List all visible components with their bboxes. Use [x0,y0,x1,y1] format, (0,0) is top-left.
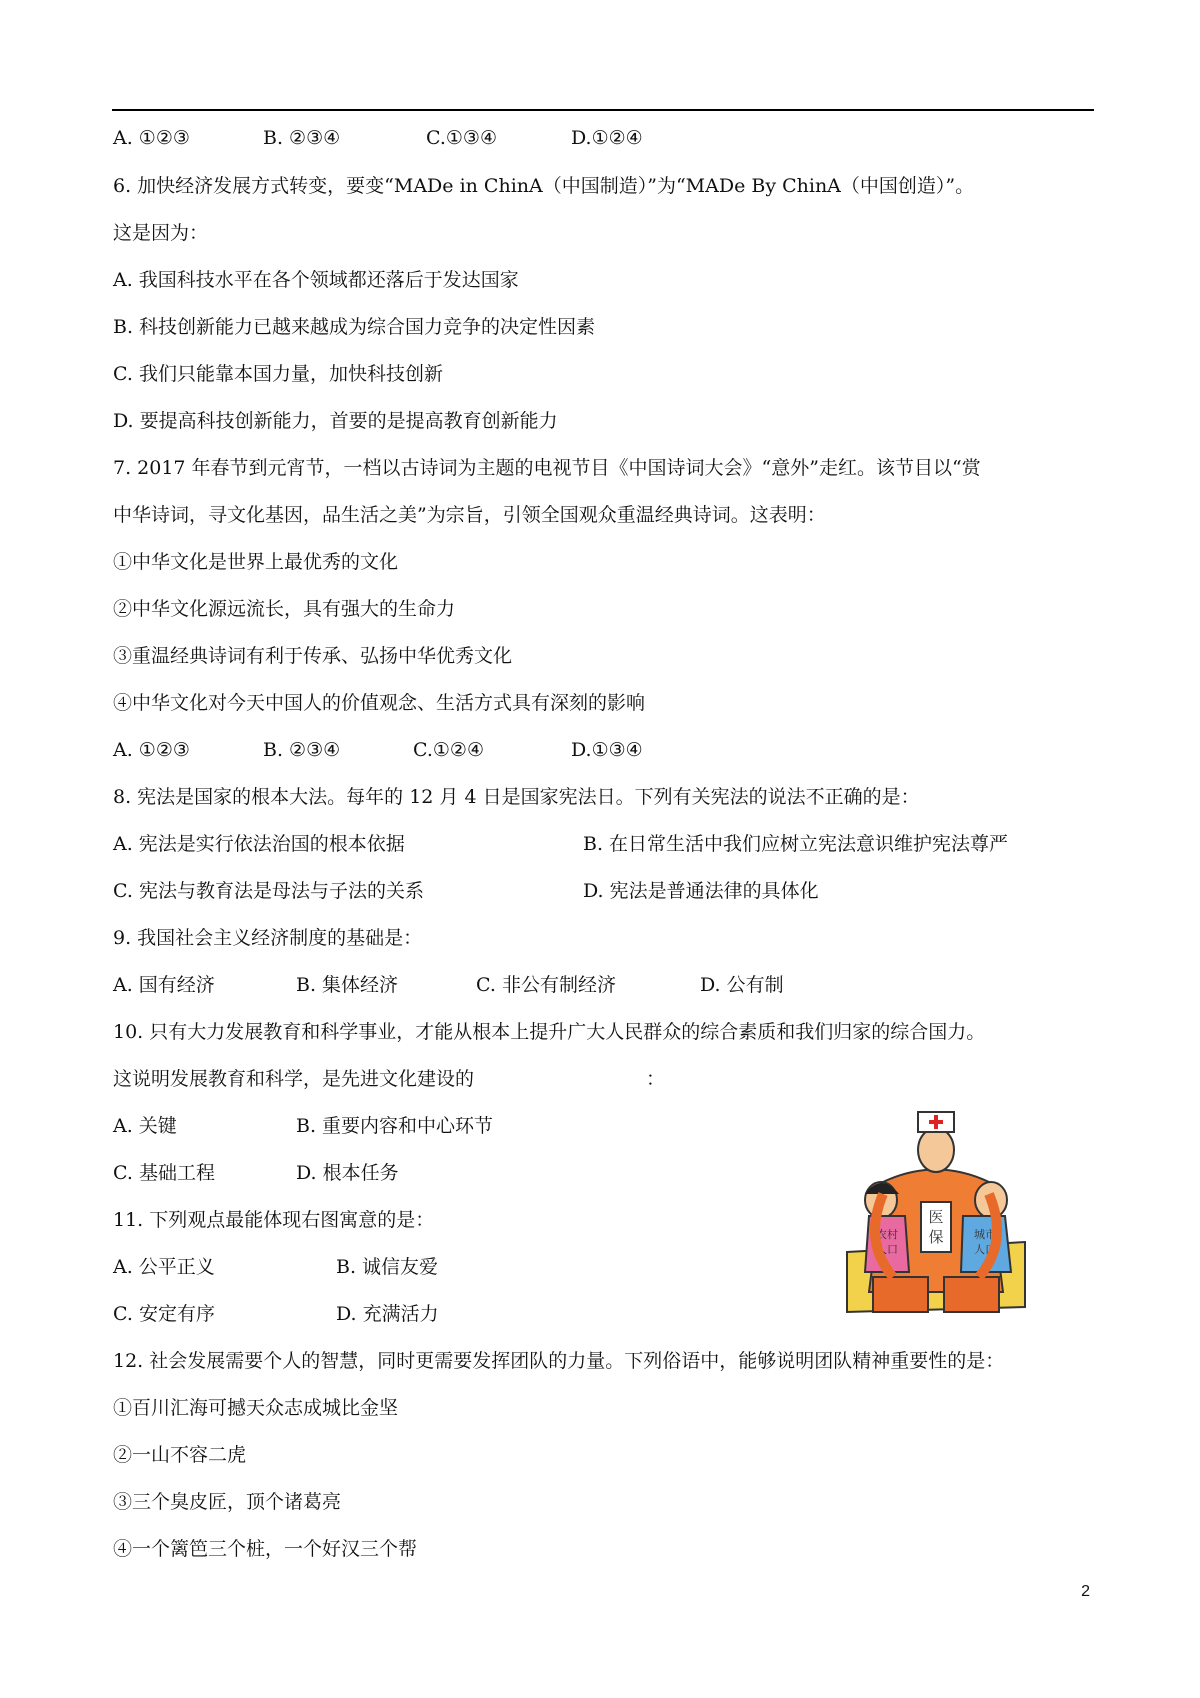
caretaker-leg-right [944,1277,999,1312]
q12-statement-3: ③三个臭皮匠，顶个诸葛亮 [113,1491,342,1513]
page-number: 2 [1081,1583,1090,1600]
badge-char-2: 保 [928,1228,944,1246]
q8-option-b: B. 在日常生活中我们应树立宪法意识维护宪法尊严 [583,833,1009,855]
q11-option-b: B. 诚信友爱 [336,1256,439,1278]
q6-option-a: A. 我国科技水平在各个领域都还落后于发达国家 [113,269,519,291]
q10-stem-line2: 这说明发展教育和科学，是先进文化建设的 [113,1068,475,1090]
q10-stem-colon: ： [646,1068,666,1090]
q7-statement-1: ①中华文化是世界上最优秀的文化 [113,551,399,573]
q7-option-c: C.①②④ [413,739,484,761]
header-rule [112,109,1094,111]
q7-statement-2: ②中华文化源远流长，具有强大的生命力 [113,598,456,620]
q7-option-a: A. ①②③ [113,739,190,761]
left-label-line2: 人口 [876,1243,898,1256]
q12-statement-4: ④一个篱笆三个桩，一个好汉三个帮 [113,1538,418,1560]
medical-insurance-cartoon [843,1102,1029,1320]
q12-statement-2: ②一山不容二虎 [113,1444,247,1466]
q11-stem: 11. 下列观点最能体现右图寓意的是： [113,1209,435,1231]
q9-option-c: C. 非公有制经济 [476,974,616,996]
q10-option-d: D. 根本任务 [296,1162,399,1184]
q5-option-c: C.①③④ [426,127,497,149]
q9-stem: 9. 我国社会主义经济制度的基础是： [113,927,423,949]
q9-option-b: B. 集体经济 [296,974,399,996]
q6-option-d: D. 要提高科技创新能力，首要的是提高教育创新能力 [113,410,558,432]
q11-option-d: D. 充满活力 [336,1303,439,1325]
q10-option-c: C. 基础工程 [113,1162,215,1184]
q8-option-c: C. 宪法与教育法是母法与子法的关系 [113,880,424,902]
q12-stem: 12. 社会发展需要个人的智慧，同时更需要发挥团队的力量。下列俗语中，能够说明团队精神重要性的是： [113,1350,1005,1372]
caretaker-leg-left [873,1277,928,1312]
q5-option-a: A. ①②③ [113,127,190,149]
q5-option-d: D.①②④ [571,127,643,149]
q10-option-a: A. 关键 [113,1115,177,1137]
q7-option-d: D.①③④ [571,739,643,761]
q11-option-a: A. 公平正义 [113,1256,215,1278]
q6-option-c: C. 我们只能靠本国力量，加快科技创新 [113,363,443,385]
q8-option-a: A. 宪法是实行依法治国的根本依据 [113,833,405,855]
q6-option-b: B. 科技创新能力已越来越成为综合国力竞争的决定性因素 [113,316,596,338]
q12-statement-1: ①百川汇海可撼天众志成城比金坚 [113,1397,399,1419]
q7-statement-3: ③重温经典诗词有利于传承、弘扬中华优秀文化 [113,645,513,667]
q6-stem-line2: 这是因为： [113,222,209,244]
caretaker-head [918,1128,954,1172]
badge-char-1: 医 [928,1208,944,1226]
q7-stem-line2: 中华诗词，寻文化基因，品生活之美”为宗旨，引领全国观众重温经典诗词。这表明： [113,504,826,526]
q7-option-b: B. ②③④ [263,739,341,761]
q7-statement-4: ④中华文化对今天中国人的价值观念、生活方式具有深刻的影响 [113,692,646,714]
right-label-line1: 城市 [974,1228,996,1241]
q6-stem-line1: 6. 加快经济发展方式转变，要变“MADe in ChinA（中国制造）”为“MADe By ChinA（中国创造）”。 [113,175,975,197]
q9-option-a: A. 国有经济 [113,974,215,996]
left-label-line1: 农村 [876,1228,898,1241]
q11-option-c: C. 安定有序 [113,1303,215,1325]
q9-option-d: D. 公有制 [700,974,784,996]
q10-option-b: B. 重要内容和中心环节 [296,1115,494,1137]
q5-option-b: B. ②③④ [263,127,341,149]
q8-option-d: D. 宪法是普通法律的具体化 [583,880,819,902]
q10-stem-line1: 10. 只有大力发展教育和科学事业，才能从根本上提升广大人民群众的综合素质和我们归家的综合国力。 [113,1021,986,1043]
q7-stem-line1: 7. 2017 年春节到元宵节，一档以古诗词为主题的电视节目《中国诗词大会》“意外”走红。该节目以“赏 [113,457,981,479]
right-label-line2: 人口 [974,1243,996,1256]
q8-stem: 8. 宪法是国家的根本大法。每年的 12 月 4 日是国家宪法日。下列有关宪法的说法不正确的是： [113,786,920,808]
